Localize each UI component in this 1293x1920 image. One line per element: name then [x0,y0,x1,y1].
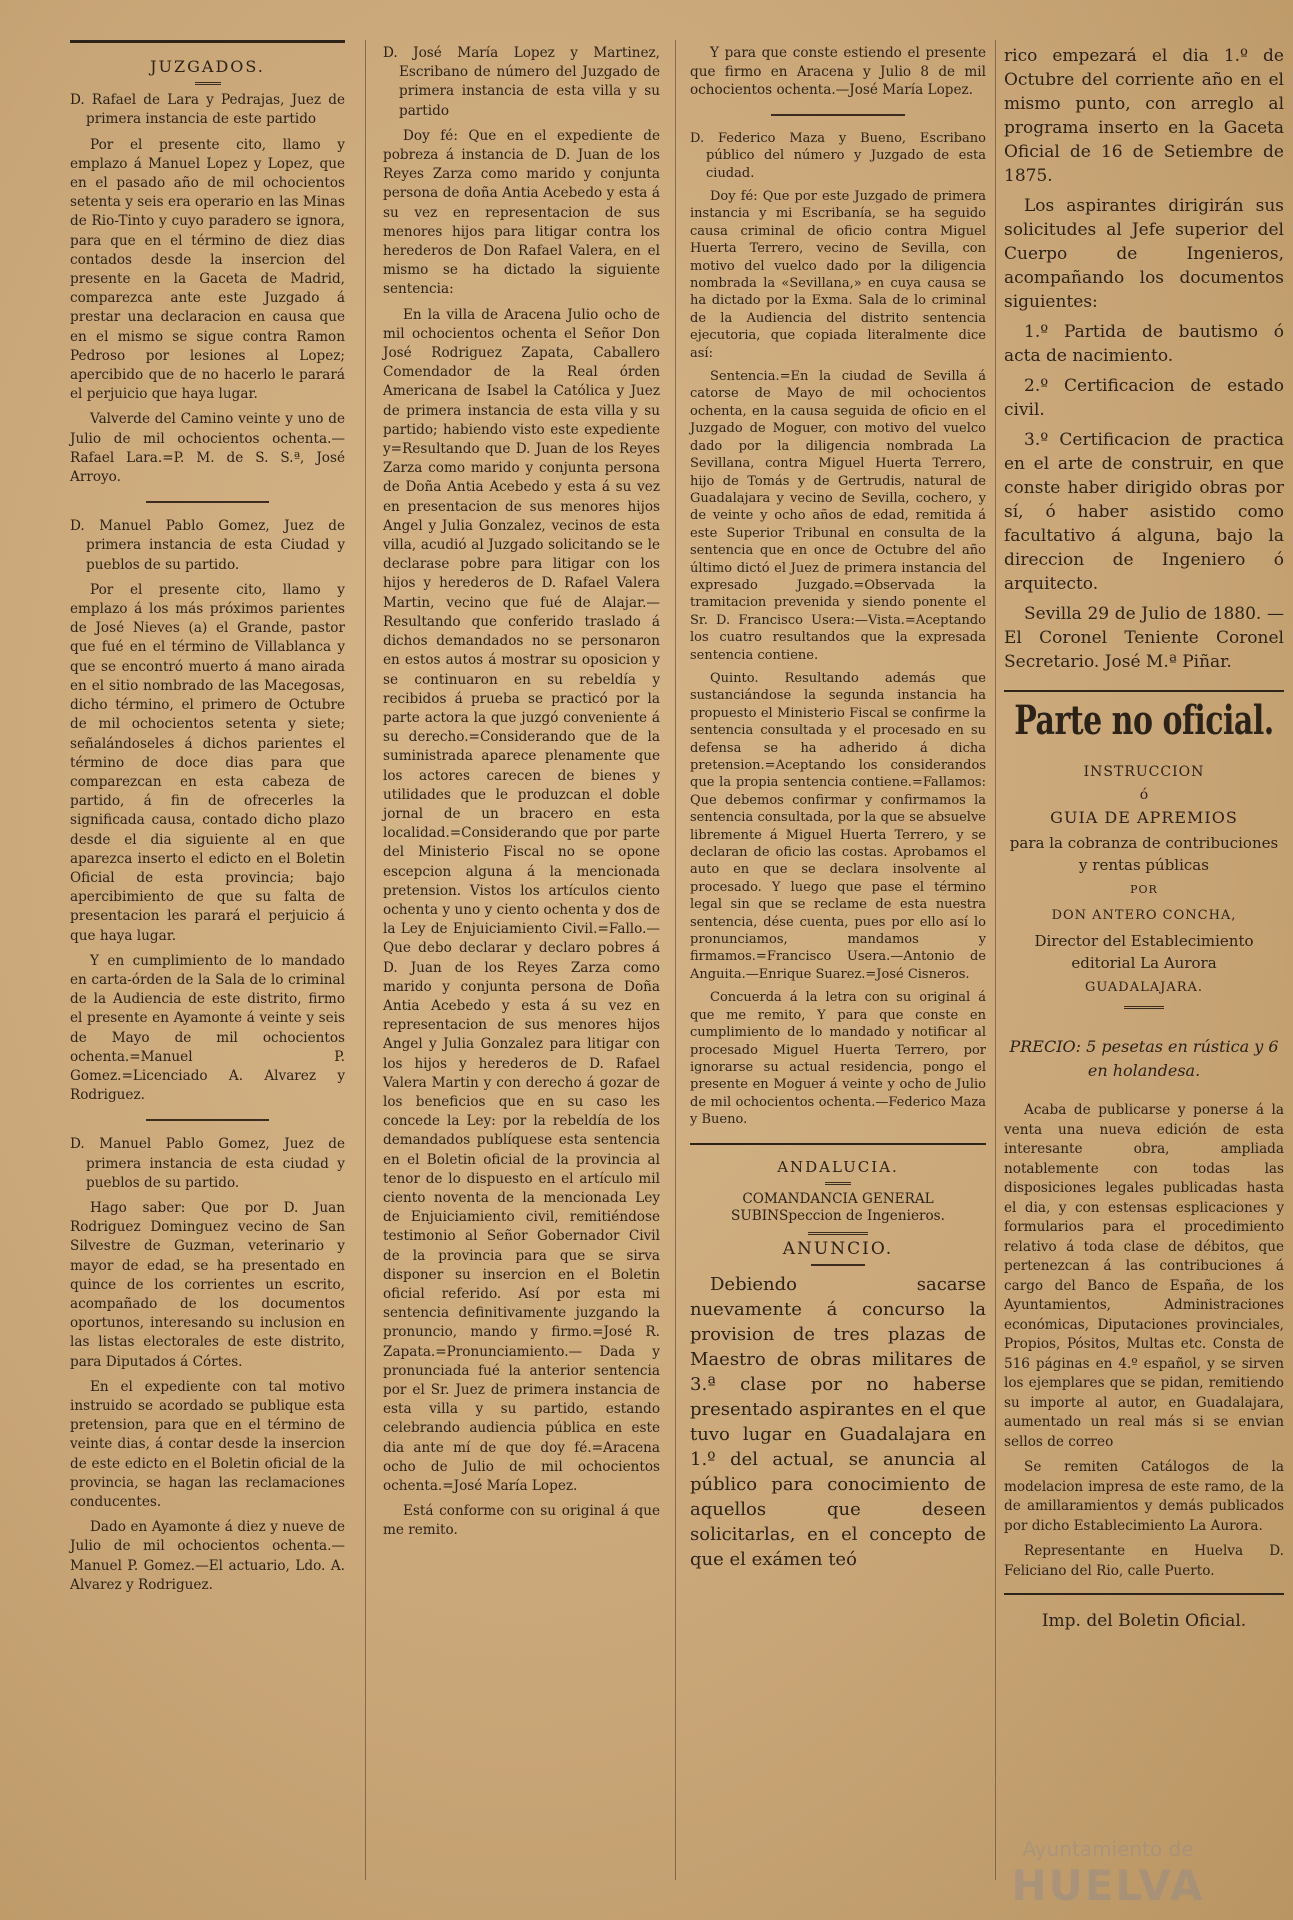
edict-body: Por el presente cito, llamo y emplazo á Manuel Lopez y Lopez, que en el pasado año de mil ochocientos setenta y seis era operario en las Minas de Rio-Tinto y cuyo paradero se ignora, para que en el término de diez dias contados desde la insercion del presente en la Gaceta de Madrid, comparezca ante este Juzgado á prestar una declaracion en causa que en el mismo se sigue contra Ramon Pedroso por lesiones al Lopez; apercibido que de no hacerlo le parará el perjuicio que haya lugar. [70,136,345,403]
watermark-line: HUELVA [1011,1861,1205,1910]
requirement-item: 1.º Partida de bautismo ó acta de nacimiento. [1004,322,1284,366]
short-rule [825,1182,851,1185]
edict-intro: D. Federico Maza y Bueno, Escribano público del número y Juzgado de esta ciudad. [690,130,986,181]
column-2 [383,30,660,1900]
separator [771,114,904,116]
edict-body: Y para que conste estiendo el presente que firmo en Aracena y Julio 8 de mil ochocientos ochenta.—José María Lopez. [690,45,986,99]
watermark-line: Ayuntamiento de [1022,1837,1194,1861]
short-rule [1124,1006,1164,1009]
ad-author: DON ANTERO CONCHA, [1051,908,1237,923]
edict-intro: D. Rafael de Lara y Pedrajas, Juez de primera instancia de este partido [70,92,345,128]
ad-body: Acaba de publicarse y ponerse á la venta una nueva edición de esta interesante obra, ampliada notablemente con todas las disposiciones legales publicadas hasta el dia, y con estensas esplicaciones y formularios para el procedimiento relativo á toda clase de débitos, que pertenezcan á las contribuciones á cargo del Banco de España, de los Ayuntamientos, Administraciones económicas, Diputaciones provinciales, Propios, Pósitos, Multas etc. Consta de 516 páginas en 4.º español, y se sirven los ejemplares que se pidan, remitiendo su importe al autor, en Guadalajara, aumentado un real más si se envian sellos de correo [1004,1102,1284,1450]
column-divider [995,40,996,1880]
ad-city: GUADALAJARA. [1084,980,1204,995]
edict-body: Está conforme con su original á que me remito. [383,1503,660,1539]
ad-body: Se remiten Catálogos de la modelacion impresa de este ramo, de la de amillaramientos y demás publicados por dicho Establecimiento La Aurora. [1004,1459,1284,1534]
column-divider [675,40,676,1880]
column-3 [690,30,986,1900]
edict-body: Quinto. Resultando además que sustanciándose la segunda instancia ha propuesto el Ministerio Fiscal se confirme la sentencia consultada y el procesado en su defensa se ha adherido á dicha pretension.=Aceptando los considerandos que la propia sentencia contiene.=Fallamos: Que debemos confirmar y confirmamos la sentencia consultada, por la que se absuelve libremente á Miguel Huerta Terrero, y se declaran de oficio las costas. Aprobamos el auto en que se declara insolvente al procesado. Y luego que pase el término legal sin que se reclame de esta nuestra sentencia, dése cuenta, pues por ello así lo pronunciamos, mandamos y firmamos.=Francisco Usera.—Antonio de Anguita.—Enrique Suarez.=José Cisneros. [690,670,986,982]
short-rule [808,1232,868,1235]
ad-title-line: INSTRUCCION [1083,764,1205,780]
edict-body: Doy fé: Que por este Juzgado de primera instancia y mi Escribanía, se ha seguido causa criminal de oficio contra Miguel Huerta Terrero, vecino de Sevilla, con motivo del vuelco dado por la diligencia nombrada la «Sevillana,» en cuya causa se ha dictado por la Exma. Sala de lo criminal de la Audiencia del distrito sentencia ejecutoria, que copiada literalmente dice así: [690,189,986,361]
ad-by: POR [1130,883,1158,896]
edict-body: Concuerda á la letra con su original á que me remito, Y para que conste en cumplimiento de lo mandado y notificar al procesado Miguel Huerta Terrero, por ignorarse su actual residencia, pongo el presente en Moguer á veinte y ocho de Julio de mil ochocientos ochenta.—Federico Maza y Bueno. [690,990,986,1128]
ad-title-main: GUIA DE APREMIOS [1050,808,1238,827]
edict-intro: D. José María Lopez y Martinez, Escribano de número del Juzgado de primera instancia de esta villa y su partido [383,45,660,119]
separator [1004,1593,1284,1595]
section-heading-juzgados: JUZGADOS. [150,57,265,76]
ad-director: Director del Establecimiento editorial La Aurora [1034,932,1254,972]
requirements-intro: Los aspirantes dirigirán sus solicitudes al Jefe superior del Cuerpo de Ingenieros, acompañando los documentos siguientes: [1004,196,1284,312]
short-rule [195,82,221,85]
anuncio-signature: Sevilla 29 de Julio de 1880. —El Coronel Teniente Coronel Secretario. José M.ª Piñar. [1004,604,1284,672]
separator [1004,690,1284,692]
edict-signature: Valverde del Camino veinte y uno de Julio de mil ochocientos ochenta.—Rafael Lara.=P. M. de S. S.ª, José Arroyo. [70,411,345,486]
column-1 [70,30,345,1900]
ad-price: PRECIO: 5 pesetas en rústica y 6 en holandesa. [1009,1037,1279,1080]
anuncio-heading: ANUNCIO. [782,1238,894,1259]
separator [690,1143,986,1145]
subsection-heading: COMANDANCIA GENERAL SUBINSpeccion de Ingenieros. [731,1190,945,1225]
column-4 [1004,30,1284,1900]
top-rule [70,40,345,43]
edict-intro: D. Manuel Pablo Gomez, Juez de primera instancia de esta Ciudad y pueblos de su partido. [70,518,345,573]
parte-no-oficial-heading: Parte no oficial. [1014,697,1274,745]
edict-intro: D. Manuel Pablo Gomez, Juez de primera instancia de esta ciudad y pueblos de su partido. [70,1136,345,1191]
ad-body: Representante en Huelva D. Feliciano del Rio, calle Puerto. [1004,1543,1284,1579]
separator [146,1119,270,1121]
edict-body: Doy fé: Que en el expediente de pobreza á instancia de D. Juan de los Reyes Zarza como marido y conjunta persona de doña Antia Acebedo y esta á su vez en representacion de sus menores hijos para litigar contra los herederos de Don Rafael Valera, en el mismo se ha dictado la siguiente sentencia: [383,127,660,298]
ad-subtitle: para la cobranza de contribuciones y rentas públicas [1009,834,1279,874]
edict-body: Por el presente cito, llamo y emplazo á los más próximos parientes de José Nieves (a) el Grande, pastor que fué en el término de Villablanca y que se encontró muerto á mano airada en el sitio nombrado de las Macegosas, dicho término, el primero de Octubre de mil ochocientos setenta y siete; señalándoseles á dichos parientes el término de doce dias para que comparezcan en esta cabeza de partido, á fin de ofrecerles la significada causa, contado dicho plazo desde el dia siguiente al en que aparezca inserto el edicto en el Boletin Oficial de esta provincia; bajo apercibimiento de que su falta de presentacion les parará el perjuicio á que haya lugar. [70,581,345,944]
requirement-item: 3.º Certificacion de practica en el arte de construir, en que conste haber dirigido obras por sí, ó haber asistido como facultativo á alguna, bajo la direccion de Ingeniero ó arquitecto. [1004,430,1284,594]
edict-signature: Dado en Ayamonte á diez y nueve de Julio de mil ochocientos ochenta.—Manuel P. Gomez.—El actuario, Ldo. A. Alvarez y Rodriguez. [70,1519,345,1593]
separator [146,501,270,503]
column-divider [365,40,366,1880]
edict-body: Y en cumplimiento de lo mandado en carta-órden de la Sala de lo criminal de la Audiencia de este distrito, firmo el presente en Ayamonte á veinte y seis de Mayo de mil ochocientos ochenta.=Manuel P. Gomez.=Licenciado A. Alvarez y Rodriguez. [70,952,345,1104]
separator [811,1264,864,1266]
edict-body: Sentencia.=En la ciudad de Sevilla á catorse de Mayo de mil ochocientos ochenta, en la causa seguida de oficio en el Juzgado de Moguer, con motivo del vuelco dado por la diligencia nombrada La Sevillana, contra Miguel Huerta Terrero, hijo de Tomás y de Gertrudis, natural de Guadalajara y vecino de Sevilla, cochero, y de veinte y ocho años de edad, remitida á este Superior Tribunal en consulta de la sentencia que en once de Octubre del año último dictó el Juez de primera instancia del expresado Juzgado.=Observada la tramitacion prevenida y siendo ponente el Sr. D. Francisco Usera:—Vista.=Aceptando los cuatro resultandos que la expresada sentencia contiene. [690,369,986,663]
requirement-item: 2.º Certificacion de estado civil. [1004,376,1284,420]
edict-body: Hago saber: Que por D. Juan Rodriguez Dominguez vecino de San Silvestre de Guzman, veterinario y mayor de edad, se ha presentado en quince de los corrientes un escrito, acompañado de los documentos oportunos, interesando su inclusion en las listas electorales de este distrito, para Diputados á Córtes. [70,1199,345,1370]
archive-watermark [1003,1837,1213,1910]
anuncio-body: Debiendo sacarse nuevamente á concurso la provision de tres plazas de Maestro de obras militares de 3.ª clase por no haberse presentado aspirantes en el que tuvo lugar en Guadalajara en 1.º del actual, se anuncia al público para conocimiento de aquellos que deseen solicitarlas, en el concepto de que el exámen teó [690,1274,986,1571]
edict-body: En el expediente con tal motivo instruido se acordado se publique esta pretension, para que en el término de veinte dias, á contar desde la insercion de este edicto en el Boletin oficial de la provincia, se hagan las reclamaciones conducentes. [70,1378,345,1511]
edict-body: En la villa de Aracena Julio ocho de mil ochocientos ochenta el Señor Don José Rodriguez Zapata, Caballero Comendador de la Real órden Americana de Isabel la Católica y Juez de primera instancia de esta villa y su partido; habiendo visto este expediente y=Resultando que D. Juan de los Reyes Zarza como marido y conjunta persona de Doña Antia Acebedo y esta á su vez en presentacion de sus menores hijos Angel y Julia Gonzalez, vecinos de esta villa, acudió al Juzgado solicitando se le declarase pobre para litigar con los hijos y herederos de D. Rafael Valera Martin, vecino que fué de Alajar.—Resultando que conferido traslado á dichos demandados no se personaron en estos autos á mostrar su oposicion y se continuaron en su rebeldía y recibidos á prueba se practicó por la parte actora la que juzgó conveniente á su derecho.=Considerando que de la suministrada aparece plenamente que los actores carecen de bienes y utilidades que le produzcan el doble jornal de un bracero en esta localidad.=Considerando que por parte del Ministerio Fiscal no se opone escepcion alguna á la mencionada pretension. Vistos los artículos ciento ochenta y uno y ciento ochenta y dos de la Ley de Enjuiciamiento Civil.=Fallo.—Que debo declarar y declaro pobres á D. Juan de los Reyes Zarza como marido y conjunta persona de Doña Antia Acebedo y esta á su vez en representacion de sus menores hijos Angel y Julia Gonzalez para litigar con los hijos y herederos de D. Rafael Valera Martin y con derecho á gozar de los beneficios que en su caso les concede la Ley: por la rebeldía de los demandados publíquese esta sentencia en el Boletin oficial de la provincia al tenor de lo dispuesto en el artículo mil ciento noventa de la mencionada Ley de Enjuiciamiento civil, remitiéndose testimonio al Señor Gobernador Civil de la provincia para que se sirva disponer su insercion en el Boletin oficial referido. Así por esta mi sentencia definitivamente juzgando la pronuncio, mando y firmo.=José R. Zapata.=Pronunciamiento.— Dada y pronunciada fué la anterior sentencia por el Sr. Juez de primera instancia de esta villa y su partido, estando celebrando audiencia pública en este dia ante mí de que doy fé.=Aracena ocho de Julio de mil ochocientos ochenta.=José María Lopez. [383,306,660,1495]
anuncio-continued: rico empezará el dia 1.º de Octubre del corriente año en el mismo punto, con arreglo al programa inserto en la Gaceta Oficial de 16 de Setiembre de 1875. [1004,46,1284,186]
ad-title-line: ó [1139,787,1149,803]
imprint: Imp. del Boletin Oficial. [1041,1611,1247,1631]
section-heading-andalucia: ANDALUCIA. [777,1157,899,1176]
